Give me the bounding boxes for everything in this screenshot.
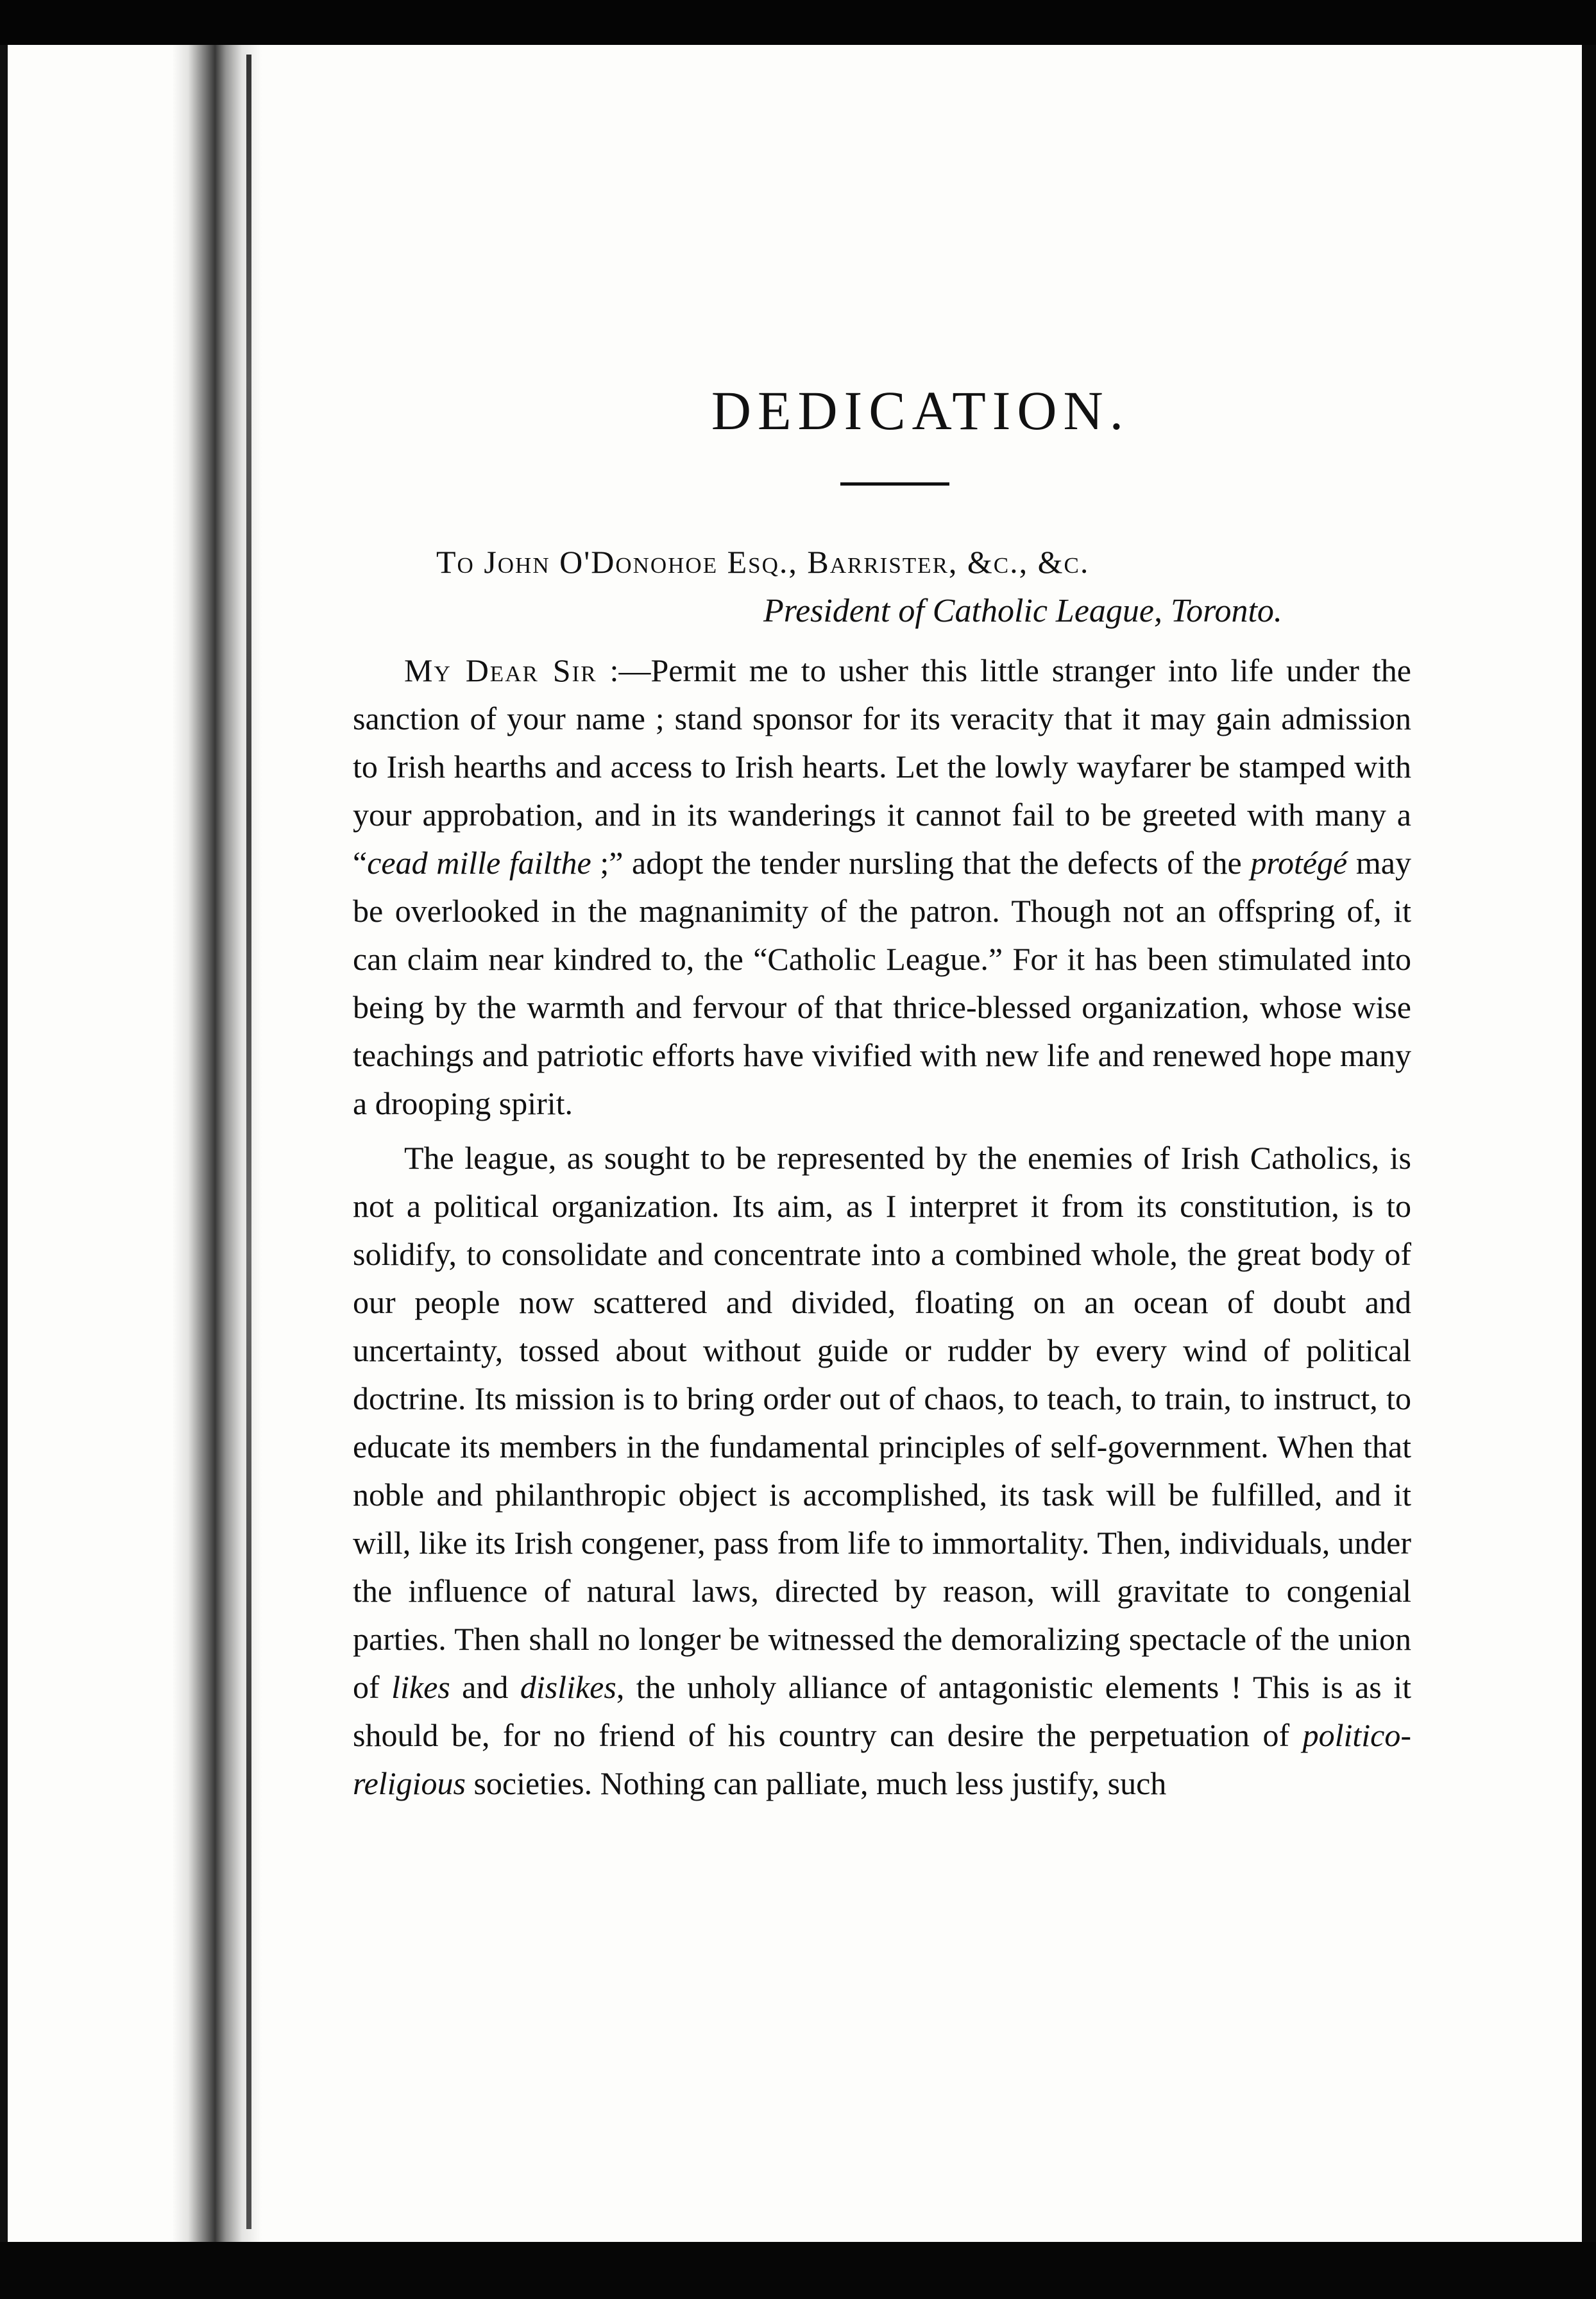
salutation: My Dear Sir: [404, 652, 597, 688]
page-title: DEDICATION.: [711, 380, 1130, 441]
paragraph-2-text-a: The league, as sought to be represented by the enemies of Irish Catholics, is not a political organization. Its aim, as I interpret it from its constitution, is to solidify, to consolidate and concentrate into a combined whole, the great body of our people now scattered and divided, floating on an ocean of doubt and uncertainty, tossed about without guide or rudder by every wind of political doctrine. Its mission is to bring order out of chaos, to teach, to train, to instruct, to educate its members in the fundamental principles of self-government. When that noble and philanthropic object is accomplished, its task will be fulfilled, and it will, like its Irish congener, pass from life to immortality. Then, individuals, under the influence of natural laws, directed by reason, will gravitate to congenial parties. Then shall no longer be witnessed the demoralizing spectacle of the union of: [353, 1140, 1411, 1705]
paragraph-2: [353, 1134, 1411, 1808]
paragraph-2-text-c: , the unholy alliance of antagonistic elements ! This is as it should be, for no friend of his country can desire the perpetuation of: [353, 1669, 1411, 1753]
dedication-addressee-role: President of Catholic League, Toronto.: [763, 593, 1282, 629]
book-spine-line: [246, 55, 251, 2229]
dedication-addressee: To John O'Donohoe Esq., Barrister, &c., &c.: [436, 544, 1090, 580]
title-divider: [840, 482, 949, 486]
scan-left-edge: [0, 45, 8, 2245]
paragraph-1-text-b: ;” adopt the tender nursling that the defects of the: [591, 845, 1251, 881]
paragraph-1-italic-protege: protégé: [1250, 845, 1348, 881]
page-content: [353, 378, 1411, 1814]
scan-bottom-border: [0, 2242, 1596, 2299]
paragraph-1-text-a: :—Permit me to usher this little stranger into life under the sanction of your name ; stand sponsor for its veracity that it may gain admission to Irish hearths and access to Irish hearts. Let the lowly wayfarer be stamped with your approbation, and in its wanderings it cannot fail to be greeted with many a “: [353, 652, 1411, 881]
paragraph-2-text-d: societies. Nothing can palliate, much less justify, such: [465, 1765, 1167, 1801]
scan-top-border: [0, 0, 1596, 50]
paragraph-1: [353, 647, 1411, 1128]
dedication-body: [353, 647, 1411, 1808]
paragraph-1-text-c: may be overlooked in the magnanimity of the patron. Though not an offspring of, it can claim near kindred to, the “Catholic League.” For it has been stimulated into being by the warmth and fervour of that thrice-blessed organization, whose wise teachings and patriotic efforts have vivified with new life and renewed hope many a drooping spirit.: [353, 845, 1411, 1121]
paragraph-1-italic-phrase: cead mille failthe: [367, 845, 591, 881]
paragraph-2-italic-likes: likes: [391, 1669, 450, 1705]
paragraph-2-italic-politico-religious: politico-religious: [353, 1717, 1411, 1801]
paragraph-2-text-b: and: [450, 1669, 520, 1705]
paragraph-2-italic-dislikes: dislikes: [520, 1669, 616, 1705]
scan-right-edge: [1582, 45, 1596, 2245]
